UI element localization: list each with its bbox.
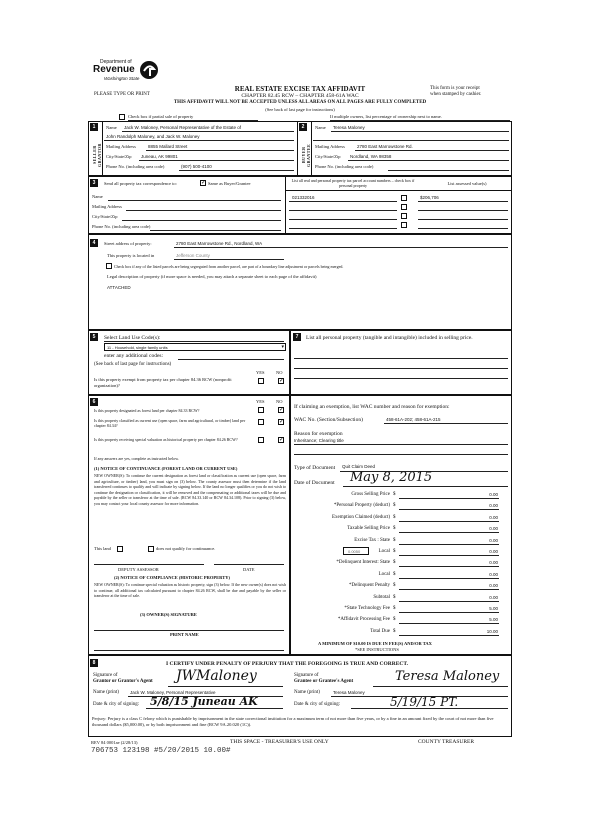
grantor-date-underline <box>146 708 283 709</box>
tax-row-label: *Personal Property (deduct) <box>333 503 390 509</box>
located-in-label: This property is located in <box>107 253 155 258</box>
tax-row-value[interactable]: 5.00 <box>489 606 498 611</box>
this-land-label: This land <box>94 546 111 551</box>
assessed-row-4 <box>418 228 508 229</box>
corr-phone-label: Phone No. (including area code) <box>92 224 151 229</box>
tax-row-underline <box>399 578 499 579</box>
tax-row-label: *Delinquent Penalty <box>349 583 390 589</box>
grantor-agent-label: Grantor or Grantor's Agent <box>93 679 153 684</box>
legal-description-field[interactable]: ATTACHED <box>107 285 131 290</box>
seller-name-underline1 <box>122 131 294 132</box>
grantor-name-label: Name (print) <box>93 690 119 695</box>
tax-row-value[interactable]: 0.00 <box>489 583 498 589</box>
if-any-yes: If any answers are yes, complete as instructed below. <box>94 456 179 461</box>
dept-line3: Washington State <box>104 76 140 81</box>
current-use-no-checkbox[interactable]: ✓ <box>279 419 285 425</box>
parcel-number-field[interactable]: 021332016 <box>292 195 315 200</box>
grantee-name-label: Name (print) <box>294 690 320 695</box>
section-3-number: 3 <box>90 179 98 187</box>
seller-name-underline2 <box>104 140 294 141</box>
section5-yes-header: YES <box>256 370 265 375</box>
assessed-row-1 <box>418 201 508 202</box>
section-1-number: 1 <box>90 123 98 131</box>
treasurer-space: THIS SPACE - TREASURER'S USE ONLY <box>230 739 329 745</box>
seller-city-label: City/State/Zip <box>106 154 132 159</box>
doc-type-field[interactable]: Quit Claim Deed <box>342 464 376 469</box>
tax-row-underline <box>399 544 499 545</box>
forest-no-checkbox[interactable]: ✓ <box>279 407 285 413</box>
section-8-number: 8 <box>90 659 98 667</box>
current-use-yes-checkbox[interactable] <box>258 419 264 425</box>
grantor-name-field[interactable]: Jack W. Maloney, Personal Representative <box>130 690 216 695</box>
section5-no-header: NO <box>276 370 283 375</box>
parcel-row-3 <box>289 219 397 220</box>
county-treasurer: COUNTY TREASURER <box>418 739 475 745</box>
section-divider <box>297 121 298 176</box>
land-qualifies-checkbox[interactable] <box>117 546 123 552</box>
form-chapter: CHAPTER 82.45 RCW – CHAPTER 458-61A WAC <box>241 93 359 99</box>
tax-row-underline <box>399 635 499 636</box>
assessed-header: List assessed value(s) <box>447 181 487 186</box>
buyer-mailing-label: Mailing Address <box>315 144 345 149</box>
legal-description-label: Legal description of property (if more space is needed, you may attach a separate sheet to each page of the affidavit) <box>107 274 317 279</box>
buyer-name-field[interactable]: Teresa Maloney <box>333 125 365 130</box>
partial-sale-label: Check box if partial sale of property <box>128 114 194 119</box>
corr-name-underline <box>108 200 281 201</box>
buyer-name-underline2 <box>313 140 509 141</box>
notice-continuance-title: (1) NOTICE OF CONTINUANCE (FOREST LAND OR CURRENT USE) <box>94 466 238 471</box>
seller-phone-underline <box>179 170 294 171</box>
local-rate-value: 0.0050 <box>348 549 361 554</box>
additional-codes-label: enter any additional codes: <box>104 353 164 359</box>
exempt-question: Is this property exempt from property tax per chapter 84.36 RCW (nonprofit organization)? <box>94 377 232 388</box>
currency-symbol: $ <box>393 583 396 589</box>
tax-row-label: *State Technology Fee <box>344 606 390 611</box>
buyer-phone-underline <box>388 170 509 171</box>
doc-type-label: Type of Document <box>294 465 336 471</box>
land-use-value: 11 - Household, single family units <box>107 345 168 350</box>
dept-line2: Revenue <box>93 64 135 75</box>
wac-underline <box>384 423 508 424</box>
personal-property-checkbox-2[interactable] <box>401 204 407 210</box>
doc-date-underline <box>343 486 508 487</box>
print-name-label: PRINT NAME <box>170 632 199 637</box>
grantee-sig-underline <box>373 686 508 687</box>
personal-line-3 <box>294 378 508 379</box>
grantee-name-field[interactable]: Teresa Maloney <box>333 690 365 695</box>
deputy-date-label: DATE <box>243 567 255 572</box>
form-title: REAL ESTATE EXCISE TAX AFFIDAVIT <box>234 85 366 93</box>
section6-no-header: NO <box>276 399 283 404</box>
segregated-checkbox[interactable] <box>106 263 112 269</box>
land-use-underline <box>104 341 284 342</box>
tax-row-label: Subtotal <box>373 594 390 600</box>
seller-mailing-label: Mailing Address <box>106 144 136 149</box>
send-correspondence-label: Send all property tax correspondence to: <box>104 181 177 186</box>
tax-row-underline <box>399 555 499 556</box>
buyer-city-label: City/State/Zip <box>315 154 341 159</box>
receipt-note1: This form is your receipt <box>430 86 480 91</box>
seller-grantor-label: SELLER GRANTOR <box>92 143 102 167</box>
currency-symbol: $ <box>393 617 396 623</box>
buyer-name-underline <box>331 131 509 132</box>
county-underline <box>174 259 284 260</box>
owner-signature-label: (3) OWNER(S) SIGNATURE <box>140 612 197 617</box>
currency-symbol: $ <box>393 492 396 497</box>
tax-row-value[interactable]: 0.00 <box>489 549 498 554</box>
tax-row-underline <box>399 521 499 522</box>
dept-line1: Department of <box>100 59 132 65</box>
buyer-phone-label: Phone No. (including area code) <box>315 164 374 169</box>
same-as-buyer-checkbox[interactable]: ✓ <box>201 180 207 186</box>
please-type: PLEASE TYPE OR PRINT <box>94 92 150 97</box>
deputy-date-line <box>214 564 284 565</box>
grantee-date-label: Date & city of signing: <box>294 702 341 707</box>
buyer-city-field[interactable]: Nordland, WA 98358 <box>350 154 392 159</box>
corr-city-label: City/State/Zip <box>92 214 118 219</box>
buyer-grantee-label: BUYER GRANTEE <box>301 143 311 167</box>
grantee-signature[interactable]: Teresa Maloney <box>395 669 500 684</box>
tax-row-underline <box>399 589 499 590</box>
tax-row-underline <box>399 601 499 602</box>
form-warning: THIS AFFIDAVIT WILL NOT BE ACCEPTED UNLESS ALL AREAS ON ALL PAGES ARE FULLY COMPLETED <box>173 100 427 105</box>
currency-symbol: $ <box>393 628 396 634</box>
tax-row-value[interactable]: 0.00 <box>489 526 498 532</box>
reason-underline-1 <box>294 444 508 445</box>
multiple-owners: If multiple owners, list percentage of ownership next to name. <box>330 114 442 119</box>
tax-row-underline <box>399 498 499 499</box>
section-4-number: 4 <box>90 239 98 247</box>
tax-row-value[interactable]: 0.00 <box>489 571 498 577</box>
tax-row-value[interactable]: 5.00 <box>489 617 498 623</box>
additional-codes-underline <box>178 359 284 360</box>
seller-name-line2[interactable]: John Randolph Maloney, and Jack W. Maloney <box>106 134 200 139</box>
deputy-signature-line <box>94 564 204 565</box>
reason-label: Reason for exemption <box>294 431 343 437</box>
tax-row-underline <box>399 612 499 613</box>
currency-symbol: $ <box>393 537 396 543</box>
section5-see-back: (See back of last page for instructions) <box>94 362 172 367</box>
currency-symbol: $ <box>393 571 396 577</box>
parcel-header: List all real and personal property tax parcel account numbers – check box if personal property <box>291 178 415 188</box>
chevron-down-icon: ▾ <box>281 345 284 350</box>
section-2-number: 2 <box>299 123 307 131</box>
corr-city-underline <box>122 220 281 221</box>
tax-row-value[interactable]: 0.00 <box>489 537 498 543</box>
deputy-assessor-label: DEPUTY ASSESSOR <box>118 567 159 572</box>
currency-symbol: $ <box>393 503 396 509</box>
tax-row-value[interactable]: 0.00 <box>489 514 498 520</box>
seller-mailing-underline <box>146 150 294 151</box>
land-not-qualify-checkbox[interactable] <box>148 546 154 552</box>
parcel-header-line <box>285 190 512 191</box>
tax-row-label: Exemption Claimed (deduct) <box>331 514 390 520</box>
parcel-row-1 <box>289 201 397 202</box>
corr-phone-underline <box>150 230 281 231</box>
grantee-agent-label: Grantee or Grantee's Agent <box>294 679 354 684</box>
notice-compliance-text: NEW OWNER(S): To continue special valuation as historic property, sign (3) below. If the new owner(s) does not wish to continue, all additional tax calculated pursuant to chapter 84.26 RCW, shall be due and payable by the seller or transferor at the time of sale. <box>94 582 286 599</box>
grantee-date-underline <box>351 708 508 709</box>
revision-label: REV 84 0001ae (2/28/13) <box>91 740 138 745</box>
section6-yes-header: YES <box>256 399 265 404</box>
exempt-no-checkbox[interactable]: ✓ <box>279 378 285 384</box>
currency-symbol: $ <box>393 594 396 600</box>
seller-name-line1[interactable]: Jack W. Maloney, Personal Representative of the Estate of <box>124 125 241 130</box>
street-address-label: Street address of property: <box>104 241 152 246</box>
parcel-row-4 <box>289 228 397 229</box>
seller-phone-label: Phone No. (including area code) <box>106 164 165 169</box>
notice-continuance-text: NEW OWNER(S): To continue the current designation as forest land or classification as current use (open space, farm and agriculture, or timber) land, you must sign on (3) below. The county assessor must then determine if the land transferred continues to qualify and will indicate by signing below. If the land no longer qualifies or you do not wish to continue the designation or classification, it will be removed and the compensating or additional taxes will be due and payable by the seller or transferor at the time of sale. (RCW 84.33.140 or RCW 84.34.108). Prior to signing (3) below, you may contact your local county assessor for more information. <box>94 473 286 506</box>
land-use-label: Select Land Use Code(s): <box>104 335 161 341</box>
grantor-date-label: Date & city of signing: <box>93 702 140 707</box>
personal-property-text: List all personal property (tangible and intangible) included in selling price. <box>306 335 473 341</box>
grantor-date-field[interactable]: 5/8/15 Juneau AK <box>150 695 258 708</box>
tax-row-label: Local <box>378 549 390 554</box>
notice-compliance-title: (2) NOTICE OF COMPLIANCE (HISTORIC PROPERTY) <box>114 575 230 580</box>
currency-symbol: $ <box>393 560 396 566</box>
grantee-sig-label: Signature of <box>294 673 319 678</box>
personal-property-checkbox-1[interactable] <box>401 195 407 201</box>
tax-row-label: Local <box>378 571 390 577</box>
assessed-row-3 <box>418 219 508 220</box>
street-address-field[interactable]: 2780 East Marrowstone Rd., Nordland, WA <box>176 241 263 246</box>
tax-row-underline <box>399 509 499 510</box>
tax-row-label: *Delinquent Interest: State <box>336 560 390 566</box>
tax-row-value[interactable]: 0.00 <box>489 560 498 566</box>
buyer-city-underline <box>348 160 509 161</box>
seller-mailing-field[interactable]: 8855 Mallard Street <box>148 144 188 149</box>
county-select[interactable]: Jefferson County <box>176 253 210 258</box>
section-4 <box>88 234 512 330</box>
tax-row-underline <box>399 623 499 624</box>
personal-property-checkbox-3[interactable] <box>401 213 407 219</box>
tax-row-underline <box>399 566 499 567</box>
parcel-row-2 <box>289 210 397 211</box>
doc-date-label: Date of Document <box>294 480 335 486</box>
personal-line-1 <box>294 358 508 359</box>
tax-row-label: Total Due <box>370 628 390 634</box>
historical-question: Is this property receiving special valuation as historical property per chapter 84.26 RCW? <box>94 437 238 442</box>
tax-row-value[interactable]: 0.00 <box>489 503 498 509</box>
segregated-label: Check box if any of the listed parcels are being segregated from another parcel, are part of a boundary line adjustment or parcels being merged. <box>114 264 344 269</box>
seller-name-label: Name <box>106 125 117 130</box>
print-name-line <box>94 650 284 651</box>
assessed-row-2 <box>418 210 508 211</box>
treasurer-stamp: 706753 123198 #5/20/2015 10.00# <box>91 747 231 755</box>
seller-city-underline <box>139 160 294 161</box>
corr-name-label: Name <box>92 194 103 199</box>
personal-line-2 <box>294 368 508 369</box>
perjury-notice: Perjury: Perjury is a class C felony which is punishable by imprisonment in the state correctional institution for a maximum term of not more than five years, or by a fine in an amount fixed by the court of not more than five thousand dollars ($5,000.00), or by both imprisonment and fine (RCW 9A.20.020 (1C)). <box>92 716 494 727</box>
currency-symbol: $ <box>393 514 396 520</box>
corr-mailing-underline <box>126 210 281 211</box>
personal-property-checkbox-4[interactable] <box>401 222 407 228</box>
assessed-value-field[interactable]: $206,706 <box>420 195 439 200</box>
land-use-select[interactable] <box>104 343 286 351</box>
historical-no-checkbox[interactable]: ✓ <box>279 437 285 443</box>
exemption-claim-text: If claiming an exemption, list WAC number and reason for exemption: <box>294 404 450 410</box>
grantor-sig-underline <box>168 686 283 687</box>
section-7-number: 7 <box>293 333 301 341</box>
seller-side-line <box>102 121 103 176</box>
reason-field[interactable]: Inheritance; Clearing title <box>294 438 344 443</box>
tax-row-value[interactable]: 0.00 <box>489 492 498 497</box>
certify-statement: I CERTIFY UNDER PENALTY OF PERJURY THAT THE FOREGOING IS TRUE AND CORRECT. <box>166 661 409 667</box>
owner-signature-line <box>94 630 284 631</box>
grantor-signature[interactable]: JWMaloney <box>176 668 257 684</box>
street-underline <box>174 247 508 248</box>
buyer-mailing-underline <box>355 150 509 151</box>
see-back: (See back of last page for instructions) <box>265 107 335 112</box>
currency-symbol: $ <box>393 549 396 554</box>
partial-sale-checkbox[interactable] <box>119 114 125 120</box>
doc-date-field[interactable]: May 8, 2015 <box>350 470 433 485</box>
minimum-due-notice: A MINIMUM OF $10.00 IS DUE IN FEE(S) AND/OR TAX <box>318 641 432 646</box>
currency-symbol: $ <box>393 526 396 532</box>
historical-yes-checkbox[interactable] <box>258 437 264 443</box>
currency-symbol: $ <box>393 606 396 611</box>
buyer-mailing-field[interactable]: 2780 East Marrowstone Rd. <box>357 144 413 149</box>
grantee-date-field[interactable]: 5/19/15 PT. <box>390 695 459 709</box>
seller-phone-field[interactable]: (907) 500-4100 <box>181 164 212 169</box>
same-as-buyer-label: Same as Buyer/Grantee <box>208 181 251 186</box>
local-rate-box[interactable] <box>343 547 369 555</box>
reason-underline-2 <box>294 454 508 455</box>
exempt-yes-checkbox[interactable] <box>258 378 264 384</box>
revenue-logo-icon <box>138 59 160 81</box>
seller-city-field[interactable]: Juneau, AK 99801 <box>141 154 178 159</box>
tax-row-value[interactable]: 10.00 <box>486 628 498 634</box>
tax-row-label: *Affidavit Processing Fee <box>337 617 390 623</box>
tax-row-label: Excise Tax : State <box>354 537 390 543</box>
tax-row-value[interactable]: 0.00 <box>489 594 498 600</box>
receipt-note2: when stamped by cashier. <box>430 92 482 97</box>
forest-yes-checkbox[interactable] <box>258 407 264 413</box>
tax-row-label: Taxable Selling Price <box>347 526 390 532</box>
see-instructions: *SEE INSTRUCTIONS <box>355 647 399 652</box>
corr-mailing-label: Mailing Address <box>92 204 122 209</box>
current-use-question: Is this property classified as current use (open space, farm and agricultural, or timber) land per chapter 84.34? <box>94 418 246 428</box>
tax-row-label: Gross Selling Price <box>351 492 390 497</box>
tax-row-underline <box>399 532 499 533</box>
forest-land-question: Is this property designated as forest land per chapter 84.33 RCW? <box>94 408 200 413</box>
wac-field[interactable]: 458-61A-202; 458-61A-215 <box>386 417 441 422</box>
section-6-number: 6 <box>90 398 98 406</box>
does-not-qualify-label: does not qualify for continuance. <box>156 546 216 551</box>
section-3-divider <box>285 176 286 234</box>
buyer-name-label: Name <box>315 125 326 130</box>
grantor-sig-label: Signature of <box>93 673 118 678</box>
buyer-side-line <box>311 121 312 176</box>
section-5-number: 5 <box>90 333 98 341</box>
wac-label: WAC No. (Section/Subsection) <box>294 417 363 423</box>
